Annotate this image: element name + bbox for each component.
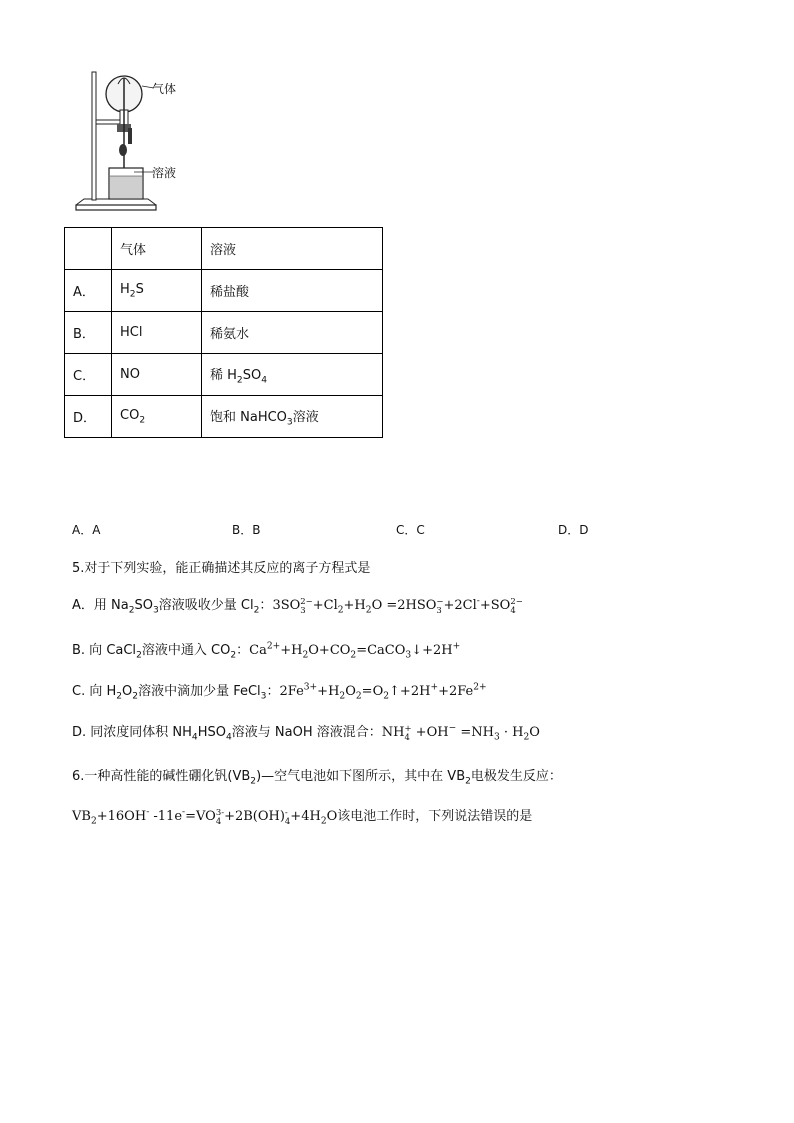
table-row	[65, 312, 383, 354]
choice-b: B．B	[232, 523, 261, 537]
q5-option-a: A．用 $Na_2SO_3$溶液吸收少量 $Cl_2$：3SO 2− 3 $+Cl_2+H_2O =2HSO$ − 3 +2Cl-+SO 2− 4	[72, 596, 523, 616]
table-header-cell	[65, 228, 112, 270]
solution-cell: 稀氨水	[202, 312, 383, 354]
choice-a: A．A	[72, 523, 101, 537]
table-row	[65, 270, 383, 312]
gas-cell: $CO_2$	[112, 396, 202, 438]
options-table	[64, 227, 383, 438]
q5-option-c: C. 向 $H_2O_2$溶液中滴加少量 FeCl$_3$：$2Fe^{3+}+H_2O_2=O_2↑+2H^++2Fe^{2+}$	[72, 682, 487, 702]
table-row	[65, 396, 383, 438]
solution-label: 溶液	[152, 166, 177, 180]
q5-option-d: D. 同浓度同体积 $NH_4HSO_4$溶液与 NaOH 溶液混合：NH + 4 $+OH^- =NH_3 \cdot H_2O$	[72, 723, 540, 743]
gas-label: 气体	[152, 82, 177, 96]
solution-cell: 稀盐酸	[202, 270, 383, 312]
row-label: D．	[65, 396, 112, 438]
choice-c: C．C	[396, 523, 425, 537]
solution-cell: 稀 $H_2SO_4$	[202, 354, 383, 396]
table-header-row	[65, 228, 383, 270]
q5-stem: 5.对于下列实验，能正确描述其反应的离子方程式是	[72, 561, 371, 576]
table-header-cell: 气体	[112, 228, 202, 270]
q6-tail: 该电池工作时，下列说法错误的是	[337, 809, 533, 824]
q6-equation-line: $VB_2+16OH^-$ -11e-=VO 3- 4 +2B(OH) - 4 $+4H_2O$该电池工作时，下列说法错误的是	[72, 807, 533, 827]
choice-d: D．D	[558, 523, 589, 537]
q6-stem: 6.一种高性能的碱性硼化钒$(VB_2)—$空气电池如下图所示，其中在 $VB_2$电极发生反应：	[72, 769, 562, 787]
row-label: B．	[65, 312, 112, 354]
q5-option-b: B. 向 CaCl$_2$溶液中通入 $CO_2$：$Ca^{2+}+H_2O+CO_2=CaCO_3↓+2H^+$	[72, 641, 461, 661]
gas-cell: HCl	[112, 312, 202, 354]
gas-cell: NO	[112, 354, 202, 396]
table-row	[65, 354, 383, 396]
row-label: C．	[65, 354, 112, 396]
row-label: A．	[65, 270, 112, 312]
gas-cell: $H_2S$	[112, 270, 202, 312]
table-header-cell: 溶液	[202, 228, 383, 270]
solution-cell: 饱和 NaHCO$_3$溶液	[202, 396, 383, 438]
